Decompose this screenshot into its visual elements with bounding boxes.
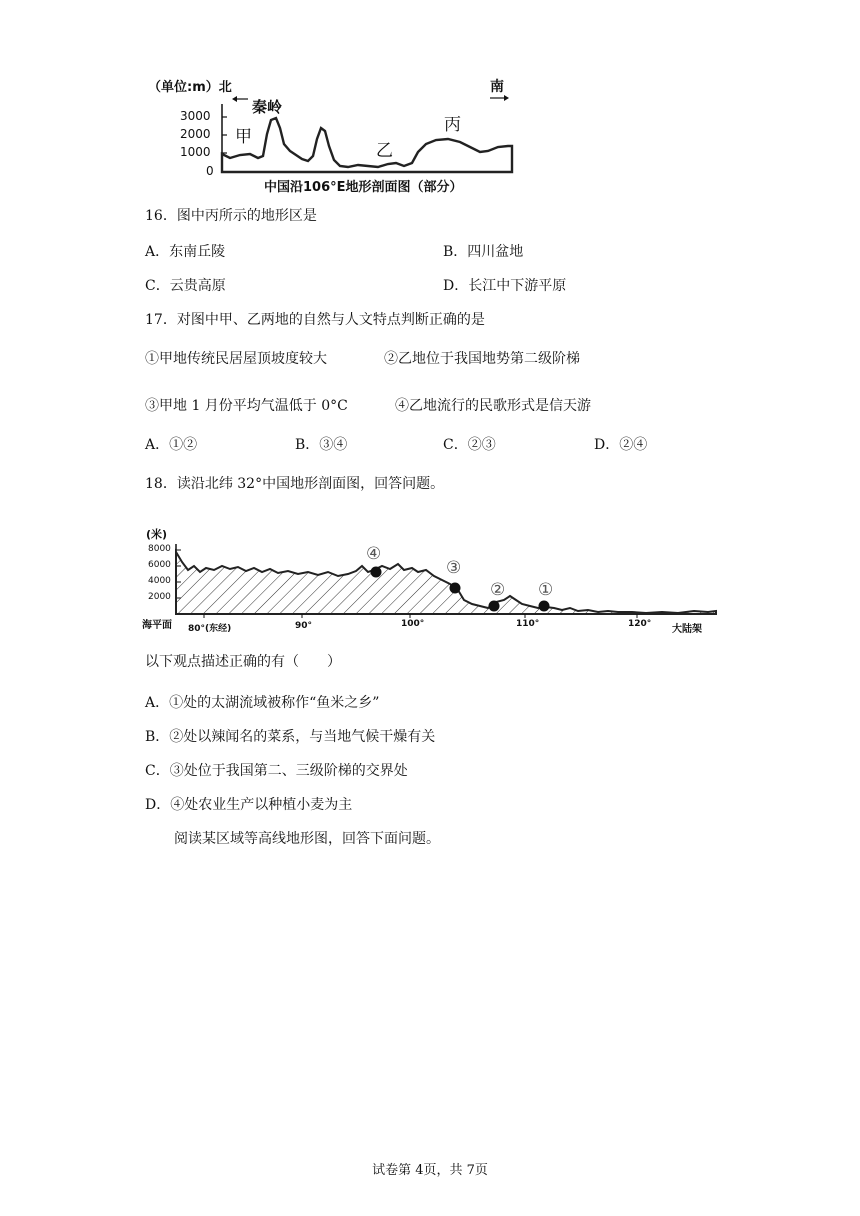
q16-option-d: D．长江中下游平原 (443, 278, 567, 294)
y-tick-6000: 6000 (148, 560, 171, 570)
y-tick-8000: 8000 (148, 544, 171, 554)
y-tick-2000: 2000 (180, 127, 211, 141)
profile-32n-svg (142, 522, 722, 634)
y-tick-4000: 4000 (148, 576, 171, 586)
q16-option-c: C．云贵高原 (145, 278, 226, 294)
x-tick-120: 120° (628, 619, 652, 629)
figure-32n-profile (142, 522, 722, 634)
figure-106e-profile (150, 74, 520, 198)
continental-shelf-label: 大陆架 (672, 624, 702, 635)
y-tick-3000: 3000 (180, 109, 211, 123)
q17-statement-4: ④乙地流行的民歌形式是信天游 (395, 398, 591, 414)
q16-option-b: B．四川盆地 (443, 244, 524, 260)
q16-stem: 16．图中丙所示的地形区是 (145, 208, 317, 224)
terrain-profile-106e (222, 118, 512, 172)
q17-statement-1: ①甲地传统民居屋顶坡度较大 (145, 351, 327, 367)
q18-prompt: 以下观点描述正确的有（ ） (145, 654, 341, 670)
marker-dot-2 (489, 601, 500, 612)
y-tick-0: 0 (206, 164, 214, 178)
peak-label-qinling: 秦岭 (252, 98, 283, 116)
q17-statement-2: ②乙地位于我国地势第二级阶梯 (384, 351, 580, 367)
marker-label-3: ③ (446, 558, 462, 578)
marker-label-4: ④ (366, 544, 382, 564)
region-label-bing: 丙 (444, 115, 461, 135)
unit-label-meters: (米) (146, 528, 168, 541)
q18-stem: 18．读沿北纬 32°中国地形剖面图，回答问题。 (145, 476, 445, 492)
y-tick-2000: 2000 (148, 592, 171, 602)
marker-label-2: ② (490, 580, 506, 600)
y-tick-1000: 1000 (180, 145, 211, 159)
q17-option-c: C．②③ (443, 437, 496, 453)
unit-label: （单位:m）北 (148, 80, 232, 95)
q18-option-d: D．④处农业生产以种植小麦为主 (145, 797, 353, 813)
x-tick-110: 110° (516, 619, 540, 629)
q18-option-b: B．②处以辣闻名的菜系，与当地气候干燥有关 (145, 729, 436, 745)
figure1-caption: 中国沿106°E地形剖面图（部分） (264, 180, 463, 195)
x-tick-90: 90° (295, 621, 313, 631)
q17-stem: 17．对图中甲、乙两地的自然与人文特点判断正确的是 (145, 312, 485, 328)
x-tick-80: 80°(东经) (188, 624, 232, 634)
south-label: 南 (490, 79, 504, 95)
q17-option-d: D．②④ (594, 437, 648, 453)
next-section-instruction: 阅读某区域等高线地形图，回答下面问题。 (174, 831, 440, 847)
q18-option-c: C．③处位于我国第二、三级阶梯的交界处 (145, 763, 408, 779)
q17-statement-3: ③甲地 1 月份平均气温低于 0°C (145, 398, 348, 414)
q16-option-a: A．东南丘陵 (145, 244, 226, 260)
page-footer: 试卷第 4页，共 7页 (372, 1163, 488, 1178)
region-label-jia: 甲 (235, 127, 252, 147)
q17-option-b: B．③④ (295, 437, 348, 453)
marker-label-1: ① (538, 580, 554, 600)
marker-dot-3 (450, 583, 461, 594)
marker-dot-1 (539, 601, 550, 612)
q18-option-a: A．①处的太湖流域被称作“鱼米之乡” (145, 695, 380, 711)
region-label-yi: 乙 (376, 141, 393, 161)
sea-level-label: 海平面 (142, 620, 172, 631)
x-tick-100: 100° (401, 619, 425, 629)
marker-dot-4 (371, 567, 382, 578)
q17-option-a: A．①② (145, 437, 198, 453)
